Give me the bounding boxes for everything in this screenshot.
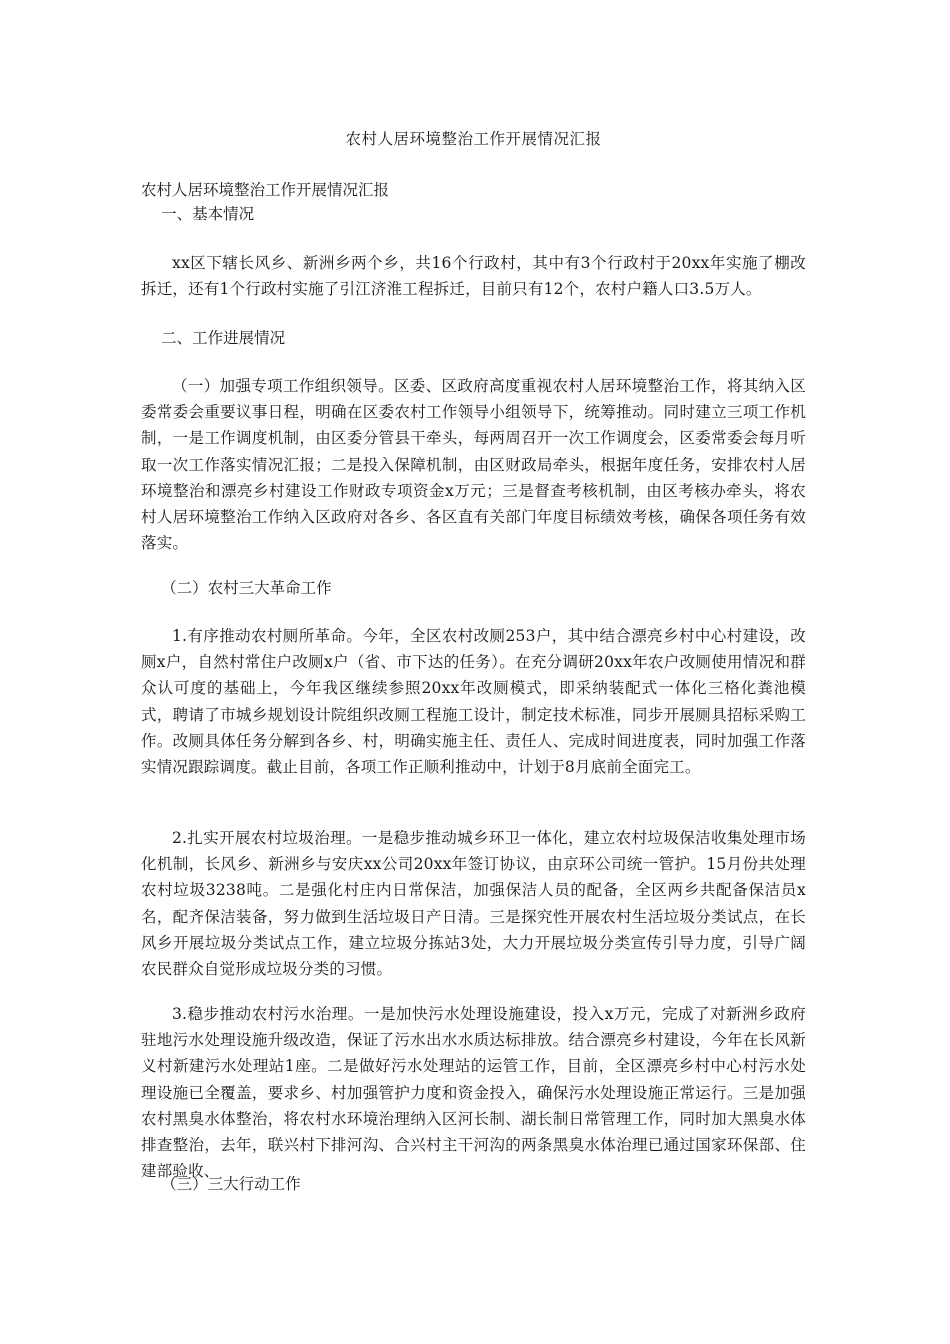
section-heading-basic-info: 一、基本情况 bbox=[161, 205, 255, 223]
paragraph-sewage-treatment: 3.稳步推动农村污水治理。一是加快污水处理设施建设，投入x万元，完成了对新洲乡政府驻地污水处理设施升级改造，保证了污水出水水质达标排放。结合漂亮乡村建设，今年在长风新义村新建污水处理站1座。二是做好污水处理站的运管工作，目前，全区漂亮乡村中心村污水处理设施已全覆盖，要求乡、村加强管护力度和资金投入，确保污水处理设施正常运行。三是加强农村黑臭水体整治，将农村水环境治理纳入区河长制、湖长制日常管理工作，同时加大黑臭水体排查整治，去年，联兴村下排河沟、合兴村主干河沟的两条黑臭水体治理已通过国家环保部、住建部验收、 bbox=[141, 1005, 806, 1181]
document-title: 农村人居环境整治工作开展情况汇报 bbox=[345, 130, 602, 148]
subsection-heading-three-revolutions: （二）农村三大革命工作 bbox=[161, 579, 332, 597]
document-subtitle: 农村人居环境整治工作开展情况汇报 bbox=[141, 181, 390, 199]
section-heading-progress: 二、工作进展情况 bbox=[161, 329, 286, 347]
paragraph-basic-info: xx区下辖长风乡、新洲乡两个乡，共16个行政村，其中有3个行政村于20xx年实施了棚改拆迁，还有1个行政村实施了引江济淮工程拆迁，目前只有12个，农村户籍人口3.5万人。 bbox=[141, 254, 806, 299]
paragraph-garbage-treatment: 2.扎实开展农村垃圾治理。一是稳步推动城乡环卫一体化，建立农村垃圾保洁收集处理市场化机制，长风乡、新洲乡与安庆xx公司20xx年签订协议，由京环公司统一管护。15月份共处理农村垃圾3238吨。二是强化村庄内日常保洁，加强保洁人员的配备，全区两乡共配备保洁员x名，配齐保洁装备，努力做到生活垃圾日产日清。三是探究性开展农村生活垃圾分类试点，在长风乡开展垃圾分类试点工作，建立垃圾分拣站3处，大力开展垃圾分类宣传引导力度，引导广阔农民群众自觉形成垃圾分类的习惯。 bbox=[141, 829, 806, 979]
subsection-heading-three-actions: （三）三大行动工作 bbox=[161, 1175, 301, 1193]
paragraph-organization-leadership: （一）加强专项工作组织领导。区委、区政府高度重视农村人居环境整治工作，将其纳入区委常委会重要议事日程，明确在区委农村工作领导小组领导下，统筹推动。同时建立三项工作机制，一是工作调度机制，由区委分管县干牵头，每两周召开一次工作调度会，区委常委会每月听取一次工作落实情况汇报；二是投入保障机制，由区财政局牵头，根据年度任务，安排农村人居环境整治和漂亮乡村建设工作财政专项资金x万元；三是督查考核机制，由区考核办牵头，将农村人居环境整治工作纳入区政府对各乡、各区直有关部门年度目标绩效考核，确保各项任务有效落实。 bbox=[141, 377, 806, 553]
paragraph-toilet-revolution: 1.有序推动农村厕所革命。今年，全区农村改厕253户，其中结合漂亮乡村中心村建设，改厕x户，自然村常住户改厕x户（省、市下达的任务）。在充分调研20xx年农户改厕使用情况和群众认可度的基础上，今年我区继续参照20xx年改厕模式，即采纳装配式一体化三格化粪池模式，聘请了市城乡规划设计院组织改厕工程施工设计，制定技术标准，同步开展厕具招标采购工作。改厕具体任务分解到各乡、村，明确实施主任、责任人、完成时间进度表，同时加强工作落实情况跟踪调度。截止目前，各项工作正顺利推动中，计划于8月底前全面完工。 bbox=[141, 627, 806, 777]
